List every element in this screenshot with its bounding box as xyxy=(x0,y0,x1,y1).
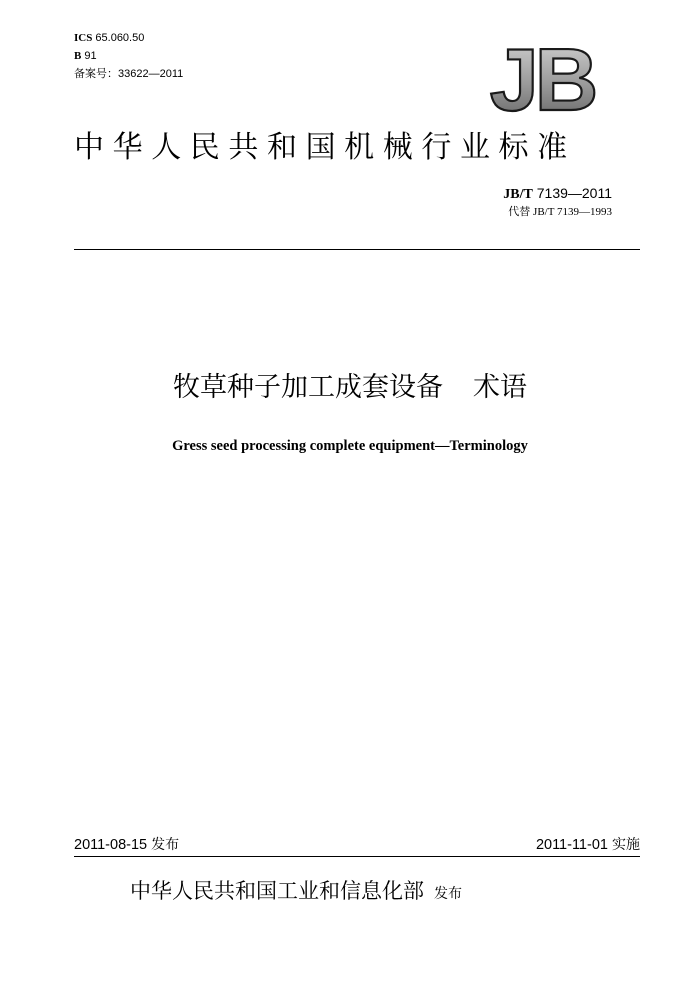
title-chinese: 牧草种子加工成套设备 术语 xyxy=(173,372,527,403)
industry-standard-heading xyxy=(74,128,644,168)
industry-heading-char: 国 xyxy=(305,130,336,165)
industry-heading-char: 标 xyxy=(498,130,529,165)
header-divider xyxy=(74,249,640,250)
replaces-standard: 代替 JB/T 7139—1993 xyxy=(508,205,612,218)
industry-heading-char: 行 xyxy=(421,130,452,165)
footer-divider xyxy=(74,856,640,857)
industry-heading-char: 民 xyxy=(189,130,220,165)
ics-code: ICS 65.060.50 xyxy=(74,32,145,44)
industry-heading-char: 中 xyxy=(74,130,104,165)
issue-date: 2011-08-15 发布 xyxy=(74,837,180,853)
industry-heading-char: 机 xyxy=(344,130,375,165)
industry-heading-char: 和 xyxy=(266,130,297,165)
industry-heading-char: 械 xyxy=(382,130,413,165)
ccs-code: B 91 xyxy=(74,50,97,62)
industry-heading-char: 华 xyxy=(112,130,143,165)
implement-date: 2011-11-01 实施 xyxy=(535,837,640,853)
industry-heading-char: 共 xyxy=(228,130,259,165)
record-number: 备案号：33622—2011 xyxy=(74,68,184,80)
jb-logo xyxy=(478,40,606,114)
industry-heading-char: 准 xyxy=(537,130,568,165)
issuing-authority: 中华人民共和国工业和信息化部 发布 xyxy=(130,879,462,903)
title-english: Gress seed processing complete equipment—Terminology xyxy=(172,438,528,454)
standard-number: JB/T 7139—2011 xyxy=(503,185,612,202)
industry-heading-char: 人 xyxy=(151,130,182,165)
industry-heading-char: 业 xyxy=(459,130,490,165)
logo-lettering: JB xyxy=(489,40,595,114)
